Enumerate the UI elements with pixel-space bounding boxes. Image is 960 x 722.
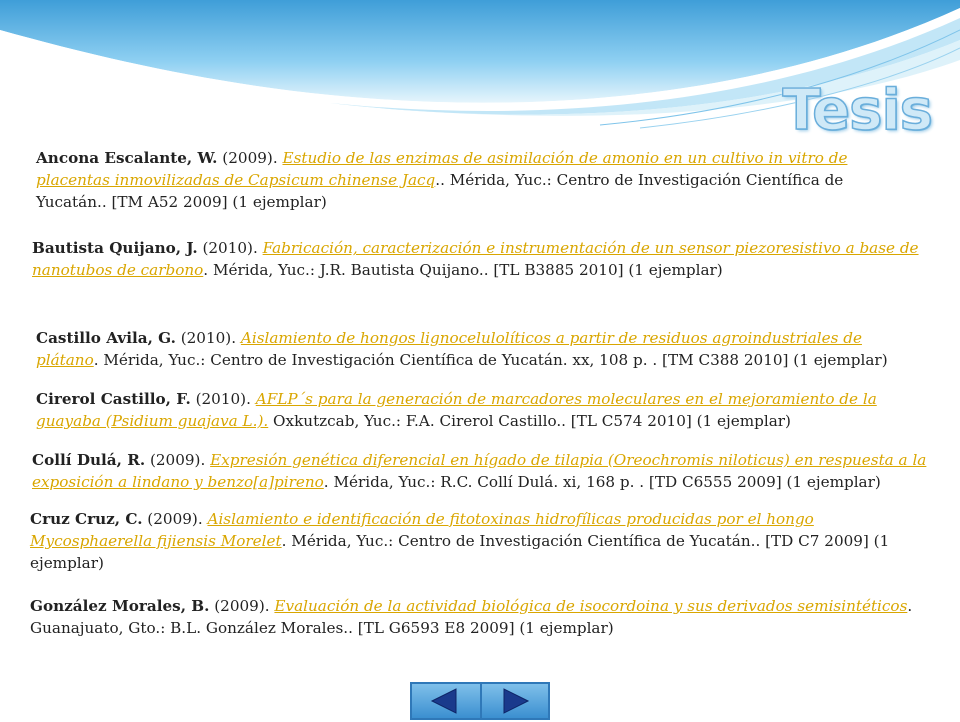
entry-author: Bautista Quijano, J. — [32, 239, 198, 257]
next-slide-button[interactable] — [480, 684, 550, 718]
arrow-right-icon — [482, 684, 548, 718]
entry-year: (2009). — [142, 510, 208, 528]
entry-title-link[interactable]: Estudio de las enzimas de asimilación de amonio en un cultivo in vitro de placentas inmovilizadas de Capsicum chinense Jacq — [36, 149, 848, 189]
entry-title-link[interactable]: Aislamiento e identificación de fitotoxinas hidrofílicas producidas por el hongo Mycosphaerella fijiensis Morelet — [30, 510, 814, 550]
entry-year: (2009). — [209, 597, 275, 615]
entry-details: . Mérida, Yuc.: Centro de Investigación Científica de Yucatán. xx, 108 p. . [TM C388 2010] (1 ejemplar) — [93, 351, 888, 369]
entry-details: . Mérida, Yuc.: R.C. Collí Dulá. xi, 168 p. . [TD C6555 2009] (1 ejemplar) — [323, 473, 881, 491]
entry-year: (2009). — [217, 149, 283, 167]
entry-year: (2010). — [190, 390, 256, 408]
thesis-entry — [36, 327, 926, 371]
entry-author: Cirerol Castillo, F. — [36, 390, 191, 408]
entry-details: . Guanajuato, Gto.: B.L. González Morales.. [TL G6593 E8 2009] (1 ejemplar) — [30, 597, 913, 637]
entry-details: .. Mérida, Yuc.: Centro de Investigación Científica de Yucatán.. [TM A52 2009] (1 ejemplar) — [36, 171, 844, 211]
entry-year: (2010). — [197, 239, 263, 257]
entry-title-link[interactable]: Expresión genética diferencial en hígado de tilapia (Oreochromis niloticus) en respuesta a la exposición a lindano y benzo[a]pireno — [32, 451, 927, 491]
entry-title-link[interactable]: Evaluación de la actividad biológica de isocordoina y sus derivados semisintéticos — [274, 597, 908, 615]
entry-author: Cruz Cruz, C. — [30, 510, 143, 528]
entry-author: González Morales, B. — [30, 597, 210, 615]
slide-navigation — [410, 682, 550, 720]
thesis-entry — [36, 147, 916, 213]
entry-details: . Mérida, Yuc.: Centro de Investigación Científica de Yucatán.. [TD C7 2009] (1 ejemplar) — [30, 532, 890, 572]
page-title: Tesis — [782, 78, 932, 143]
entry-year: (2009). — [145, 451, 211, 469]
entry-author: Ancona Escalante, W. — [36, 149, 218, 167]
thesis-entry — [32, 237, 922, 281]
thesis-entry — [36, 388, 926, 432]
entry-title-link[interactable]: Aislamiento de hongos lignocelulolíticos a partir de residuos agroindustriales de plátano — [36, 329, 862, 369]
thesis-entry — [32, 449, 932, 493]
entry-title-link[interactable]: Fabricación, caracterización e instrumentación de un sensor piezoresistivo a base de nanotubos de carbono — [32, 239, 919, 279]
thesis-entry — [30, 508, 930, 574]
entry-author: Castillo Avila, G. — [36, 329, 176, 347]
entry-title-link[interactable]: AFLP´s para la generación de marcadores moleculares en el mejoramiento de la guayaba (Psidium guajava L.). — [36, 390, 877, 430]
arrow-left-icon — [412, 684, 480, 718]
entry-details: Oxkutzcab, Yuc.: F.A. Cirerol Castillo.. [TL C574 2010] (1 ejemplar) — [268, 412, 791, 430]
entry-details: . Mérida, Yuc.: J.R. Bautista Quijano.. [TL B3885 2010] (1 ejemplar) — [203, 261, 723, 279]
entry-author: Collí Dulá, R. — [32, 451, 146, 469]
thesis-entry — [30, 595, 920, 639]
previous-slide-button[interactable] — [412, 684, 480, 718]
entry-year: (2010). — [175, 329, 241, 347]
